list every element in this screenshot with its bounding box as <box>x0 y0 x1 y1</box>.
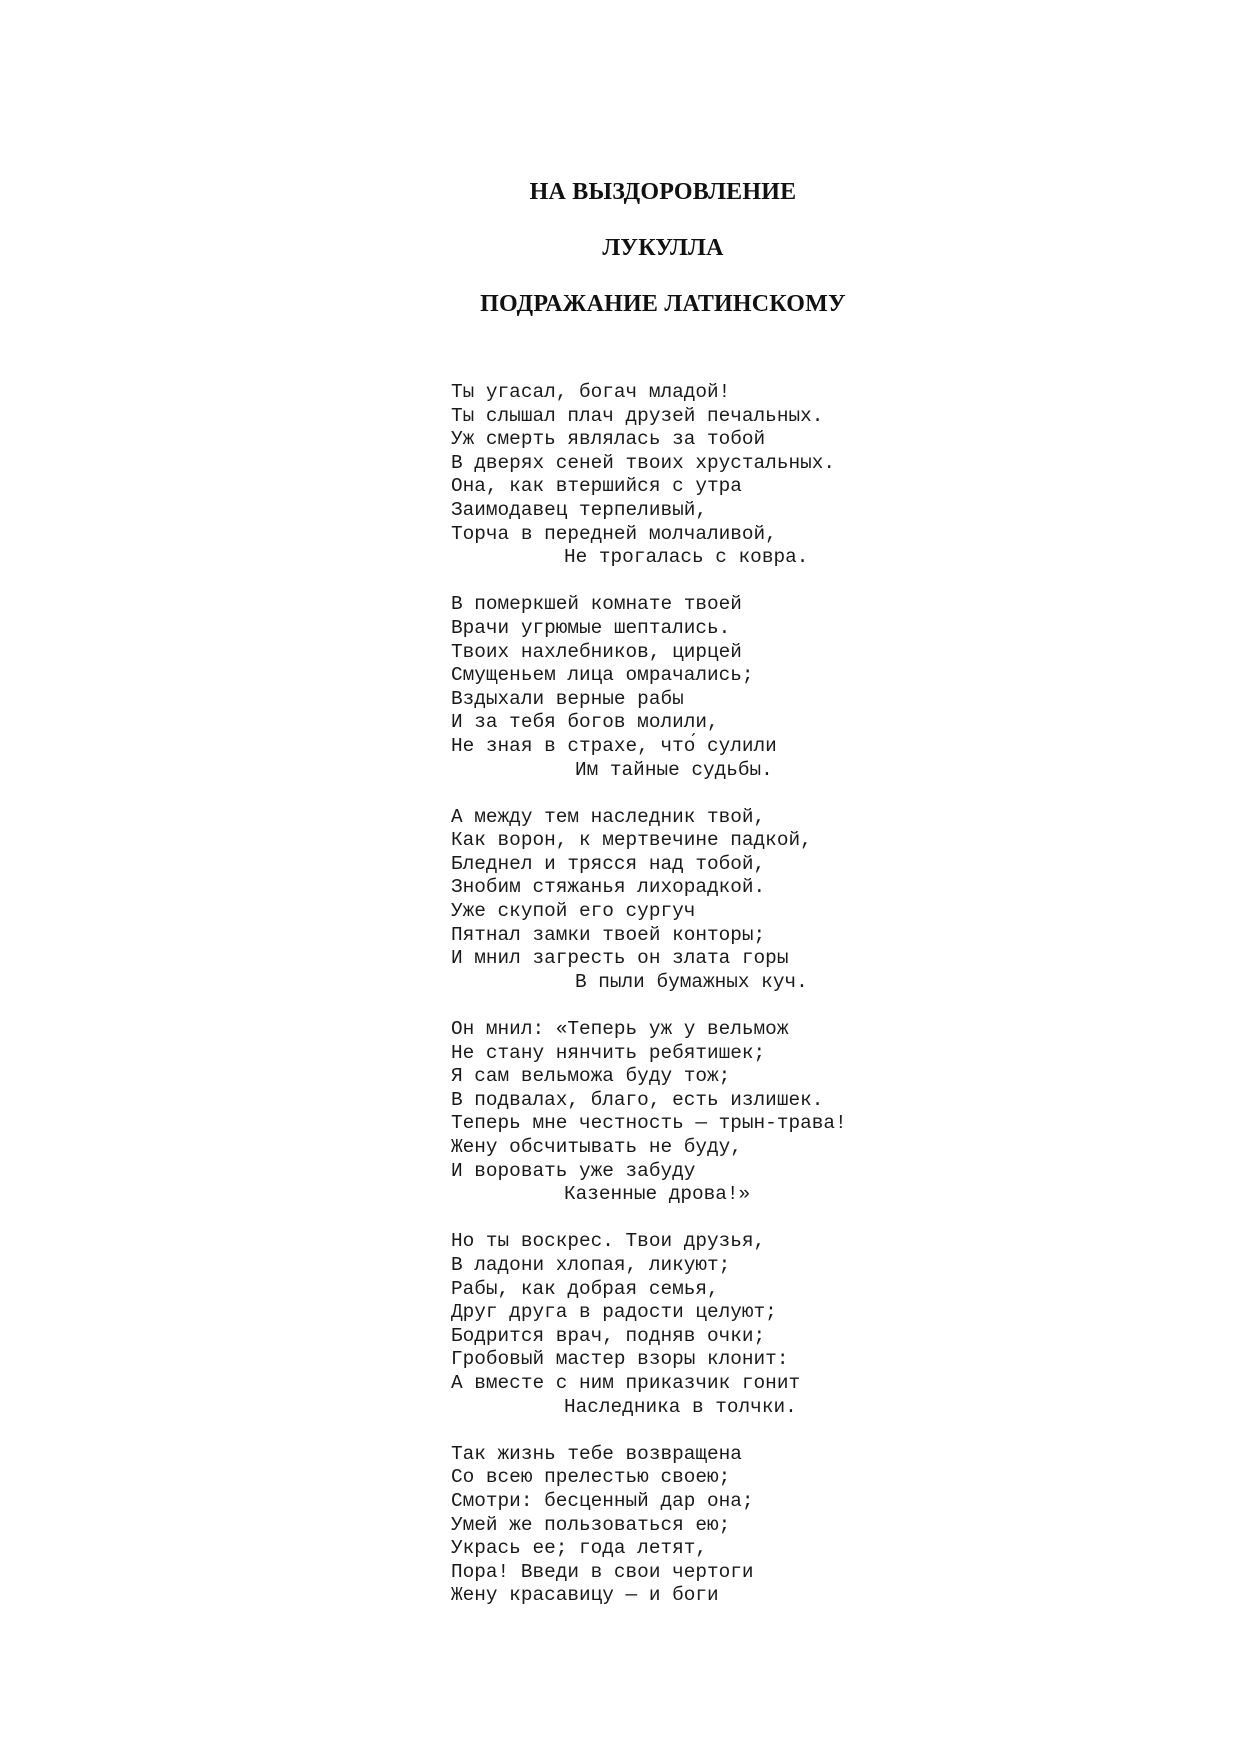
poem-line-indented: Им тайные судьбы. <box>575 758 773 781</box>
stanza-5 <box>451 1230 1171 1419</box>
poem-line: Друг друга в радости целуют; <box>451 1301 777 1324</box>
poem-line: А вместе с ним приказчик гонит <box>451 1371 801 1394</box>
poem-title-block <box>0 178 1241 346</box>
stanza-6 <box>451 1443 1171 1608</box>
poem-line: Бодрится врач, подняв очки; <box>451 1324 766 1347</box>
poem-line: Твоих нахлебников, цирцей <box>451 640 742 663</box>
poem-line: Смущеньем лица омрачались; <box>451 664 754 687</box>
poem-line: Пятнал замки твоей конторы; <box>451 923 766 946</box>
poem-line: Знобим стяжанья лихорадкой. <box>451 876 766 899</box>
poem-line-indented: Не трогалась с ковра. <box>564 546 809 569</box>
poem-line-indented: Казенные дрова!» <box>564 1183 751 1206</box>
stanza-1 <box>451 381 1171 570</box>
poem-line: Уж смерть являлась за тобой <box>451 428 766 451</box>
stanza-4 <box>451 1018 1171 1207</box>
poem-line: Ты слышал плач друзей печальных. <box>451 404 824 427</box>
poem-line: И за тебя богов молили, <box>451 711 719 734</box>
poem-line: Теперь мне честность — трын-трава! <box>451 1112 847 1135</box>
poem-line: Смотри: бесценный дар она; <box>451 1489 754 1512</box>
poem-line: Я сам вельможа буду тож; <box>451 1065 731 1088</box>
stanza-3 <box>451 806 1171 995</box>
stanza-2 <box>451 593 1171 782</box>
poem-line: Торча в передней молчаливой, <box>451 522 777 545</box>
poem-line: Не зная в страхе, что́ сулили <box>451 734 777 757</box>
poem-line: Рабы, как добрая семья, <box>451 1277 719 1300</box>
poem-line: Пора! Введи в свои чертоги <box>451 1560 754 1583</box>
poem-title-subject: ЛУКУЛЛА <box>602 235 724 261</box>
poem-line: В подвалах, благо, есть излишек. <box>451 1088 824 1111</box>
poem-line: И мнил загресть он злата горы <box>451 947 789 970</box>
poem-line: Со всею прелестью своею; <box>451 1466 731 1489</box>
poem-line: Так жизнь тебе возвращена <box>451 1442 742 1465</box>
poem-line: Бледнел и трясся над тобой, <box>451 852 766 875</box>
poem-line: Не стану нянчить ребятишек; <box>451 1041 766 1064</box>
poem-line: Ты угасал, богач младой! <box>451 381 731 403</box>
poem-line: В померкшей комнате твоей <box>451 593 742 616</box>
poem-line: Укрась ее; года летят, <box>451 1537 707 1560</box>
poem-line: Он мнил: «Теперь уж у вельмож <box>451 1018 789 1041</box>
poem-line: И воровать уже забуду <box>451 1159 696 1182</box>
poem-line: Гробовый мастер взоры клонит: <box>451 1348 789 1371</box>
poem-line: Уже скупой его сургуч <box>451 900 696 923</box>
poem-line: Как ворон, к мертвечине падкой, <box>451 829 812 852</box>
poem-line: В дверях сеней твоих хрустальных. <box>451 451 835 474</box>
poem-title: НА ВЫЗДОРОВЛЕНИЕ <box>529 179 797 205</box>
poem-line: Врачи угрюмые шептались. <box>451 616 731 639</box>
poem-line: В ладони хлопая, ликуют; <box>451 1253 731 1276</box>
poem-line: Но ты воскрес. Твои друзья, <box>451 1230 766 1253</box>
poem-line-indented: В пыли бумажных куч. <box>575 970 808 993</box>
poem-body <box>451 381 1171 1631</box>
poem-line: Умей же пользоваться ею; <box>451 1513 731 1536</box>
poem-line-indented: Наследника в толчки. <box>564 1395 797 1418</box>
poem-line: Заимодавец терпеливый, <box>451 498 707 521</box>
poem-line: Жену красавицу — и боги <box>451 1584 719 1607</box>
poem-line: Она, как втершийся с утра <box>451 475 742 498</box>
poem-line: Вздыхали верные рабы <box>451 687 684 710</box>
poem-line: Жену обсчитывать не буду, <box>451 1136 742 1158</box>
poem-subtitle: ПОДРАЖАНИЕ ЛАТИНСКОМУ <box>480 291 846 317</box>
poem-line: А между тем наследник твой, <box>451 805 766 828</box>
